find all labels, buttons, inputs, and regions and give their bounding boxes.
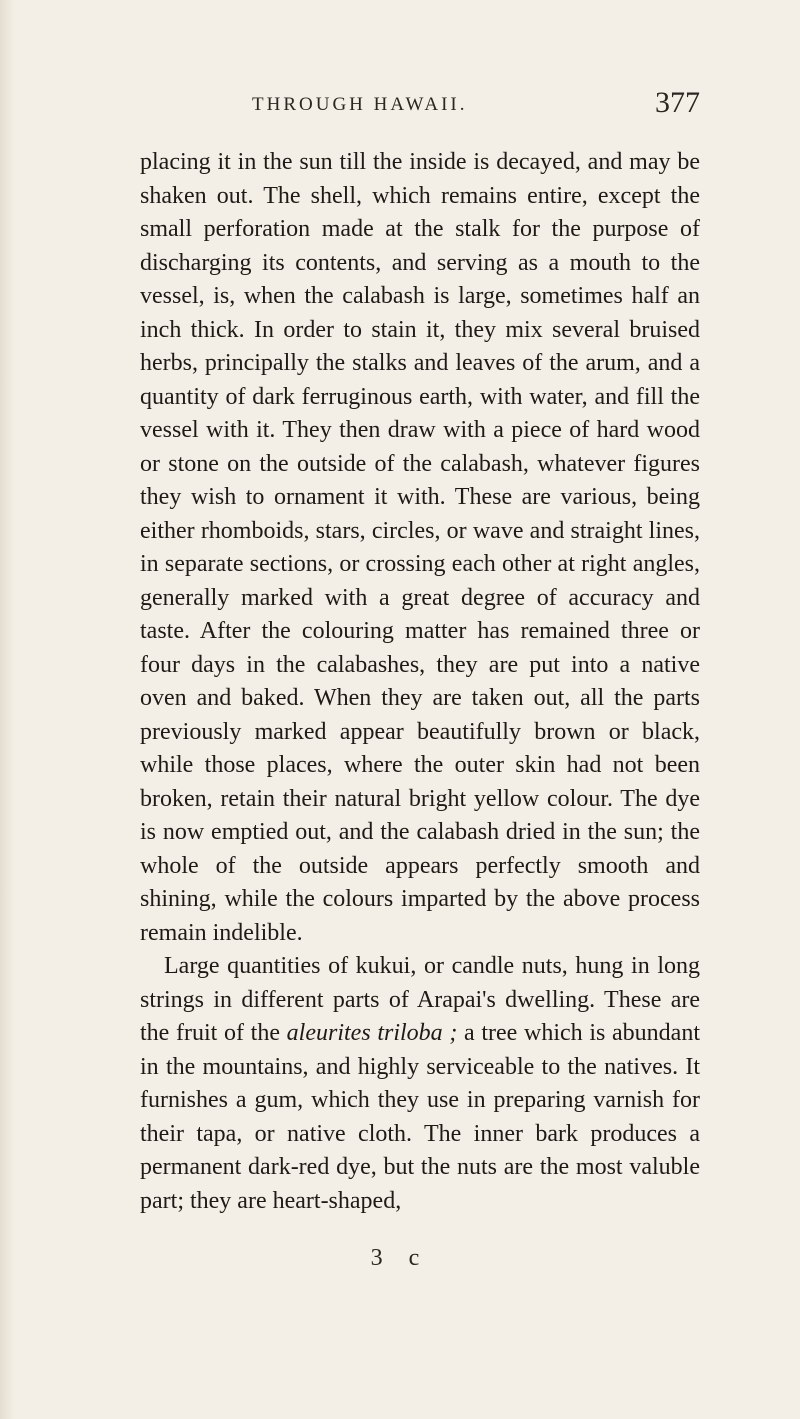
page-number: 377 xyxy=(655,86,700,119)
paragraph-kukui-part-2: a tree which is abundant in the mountains, and highly serviceable to the natives. It furnishes a gum, which they use in preparing varnish for their tapa, or native cloth. The inner bark produces a permanent dark-red dye, but the nuts are the most valuble part; they are heart-shaped, xyxy=(140,1020,701,1214)
running-head xyxy=(140,86,700,134)
paragraph-calabash: placing it in the sun till the inside is decayed, and may be shaken out. The shell, which remains entire, except the small perforation made at the stalk for the purpose of discharging its contents, and serving as a mouth to the vessel, is, when the calabash is large, sometimes half an inch thick. In order to stain it, they mix several bruised herbs, principally the stalks and leaves of the arum, and a quantity of dark ferruginous earth, with water, and fill the vessel with it. They then draw with a piece of hard wood or stone on the outside of the calabash, whatever figures they wish to ornament it with. These are various, being either rhomboids, stars, circles, or wave and straight lines, in separate sections, or crossing each other at right angles, generally marked with a great degree of accuracy and taste. After the colouring matter has remained three or four days in the calabashes, they are put into a native oven and baked. When they are taken out, all the parts previously marked appear beautifully brown or black, while those places, where the outer skin had not been broken, retain their natural bright yellow colour. The dye is now emptied out, and the calabash dried in the sun; the whole of the outside appears perfectly smooth and shining, while the colours imparted by the above process remain indelible. xyxy=(140,149,700,946)
paragraph-kukui xyxy=(140,950,700,1218)
paragraph-kukui-part-1: Large quantities of kukui, or candle nuts, hung in long strings in different parts of Arapai's dwelling. These are the fruit of the xyxy=(140,953,700,1046)
page-edge-shadow xyxy=(0,0,14,1419)
signature-mark: 3 c xyxy=(370,1245,430,1271)
running-title: THROUGH HAWAII. xyxy=(252,94,468,115)
body-text xyxy=(140,146,700,1218)
species-name: aleurites triloba ; xyxy=(286,1020,458,1046)
